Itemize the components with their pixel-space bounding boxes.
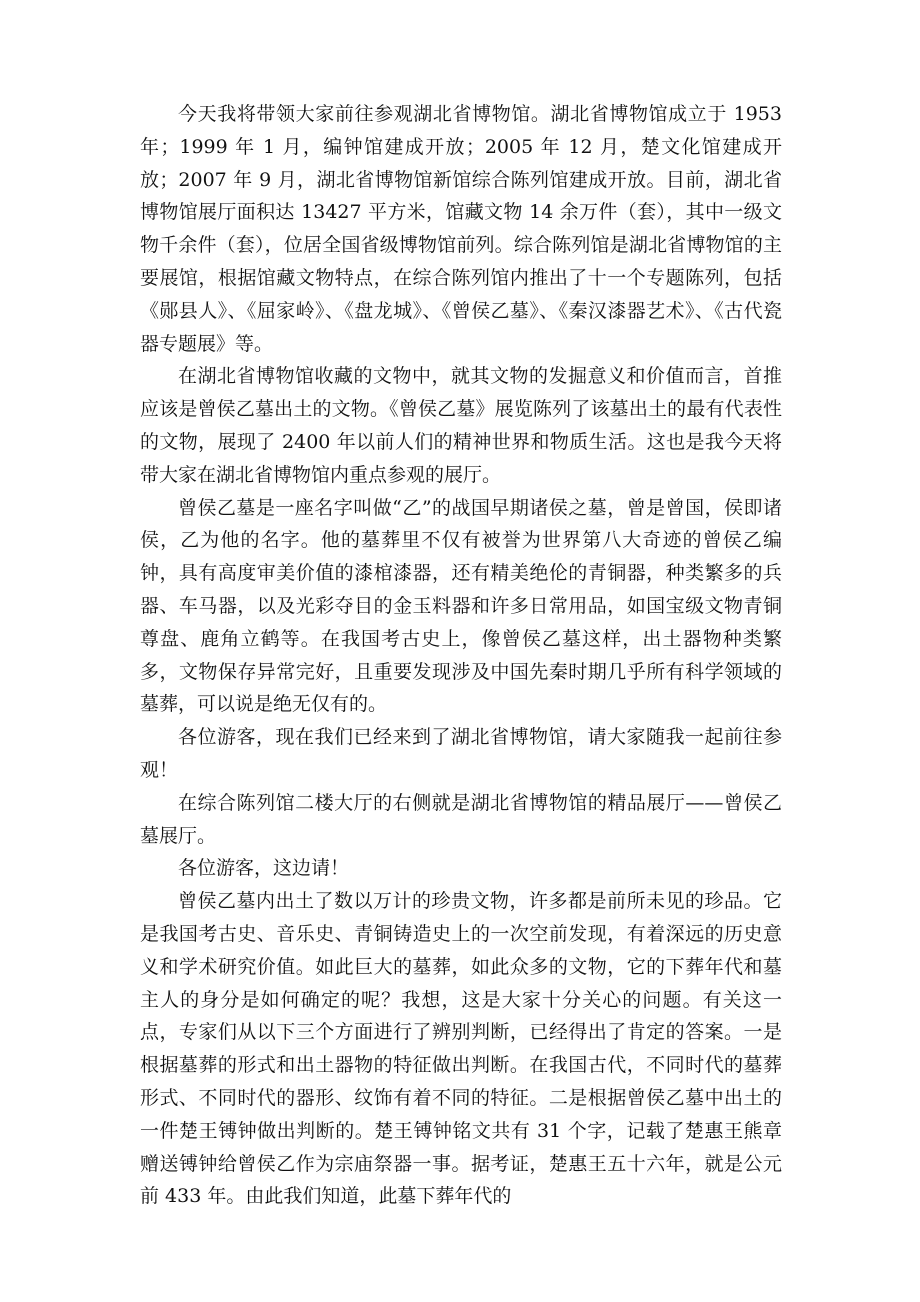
- paragraph-this-way: 各位游客，这边请！: [178, 857, 350, 880]
- paragraph-dating-explanation: 曾侯乙墓内出土了数以万计的珍贵文物，许多都是前所未见的珍品。它是我国考古史、音乐史、青铜铸造史上的一次空前发现，有着深远的历史意义和学术研究价值。如此巨大的墓葬，如此众多的文物，它的下葬年代和墓主人的身分是如何确定的呢？我想，这是大家十分关心的问题。有关这一点，专家们从以下三个方面进行了辨别判断，已经得出了肯定的答案。一是根据墓葬的形式和出土器物的特征做出判断。在我国古代，不同时代的墓葬形式、不同时代的器形、纹饰有着不同的特征。二是根据曾侯乙墓中出土的一件楚王镈钟做出判断的。楚王镈钟铭文共有 31 个字，记载了楚惠王熊章赠送镈钟给曾侯乙作为宗庙祭器一事。据考证，楚惠王五十六年，就是公元前 433 年。由此我们知道，此墓下葬年代的: [140, 890, 782, 1208]
- paragraph-tomb-description: 曾侯乙墓是一座名字叫做“乙”的战国早期诸侯之墓，曾是曾国，侯即诸侯，乙为他的名字。他的墓葬里不仅有被誉为世界第八大奇迹的曾侯乙编钟，具有高度审美价值的漆棺漆器，还有精美绝伦的青铜器，种类繁多的兵器、车马器，以及光彩夺目的金玉料器和许多日常用品，如国宝级文物青铜尊盘、鹿角立鹤等。在我国考古史上，像曾侯乙墓这样，出土器物种类繁多，文物保存异常完好，且重要发现涉及中国先秦时期几乎所有科学领域的墓葬，可以说是绝无仅有的。: [140, 496, 782, 716]
- paragraph-museum-intro: 今天我将带领大家前往参观湖北省博物馆。湖北省博物馆成立于 1953 年；1999 年 1 月，编钟馆建成开放；2005 年 12 月，楚文化馆建成开放；2007 年 9 月，湖北省博物馆新馆综合陈列馆建成开放。目前，湖北省博物馆展厅面积达 13427 平方米，馆藏文物 14 余万件（套），其中一级文物千余件（套），位居全国省级博物馆前列。综合陈列馆是湖北省博物馆的主要展馆，根据馆藏文物特点，在综合陈列馆内推出了十一个专题陈列，包括《郧县人》、《屈家岭》、《盘龙城》、《曾侯乙墓》、《秦汉漆器艺术》、《古代瓷器专题展》等。: [140, 103, 782, 355]
- body-text: [140, 98, 782, 1213]
- paragraph-exhibit-location: 在综合陈列馆二楼大厅的右侧就是湖北省博物馆的精品展厅——曾侯乙墓展厅。: [140, 791, 782, 847]
- paragraph-zenghouyi-highlight: 在湖北省博物馆收藏的文物中，就其文物的发掘意义和价值而言，首推应该是曾侯乙墓出土的文物。《曾侯乙墓》展览陈列了该墓出土的最有代表性的文物，展现了 2400 年以前人们的精神世界和物质生活。这也是我今天将带大家在湖北省博物馆内重点参观的展厅。: [140, 365, 782, 486]
- paragraph-arrival: 各位游客，现在我们已经来到了湖北省博物馆，请大家随我一起前往参观！: [140, 726, 782, 781]
